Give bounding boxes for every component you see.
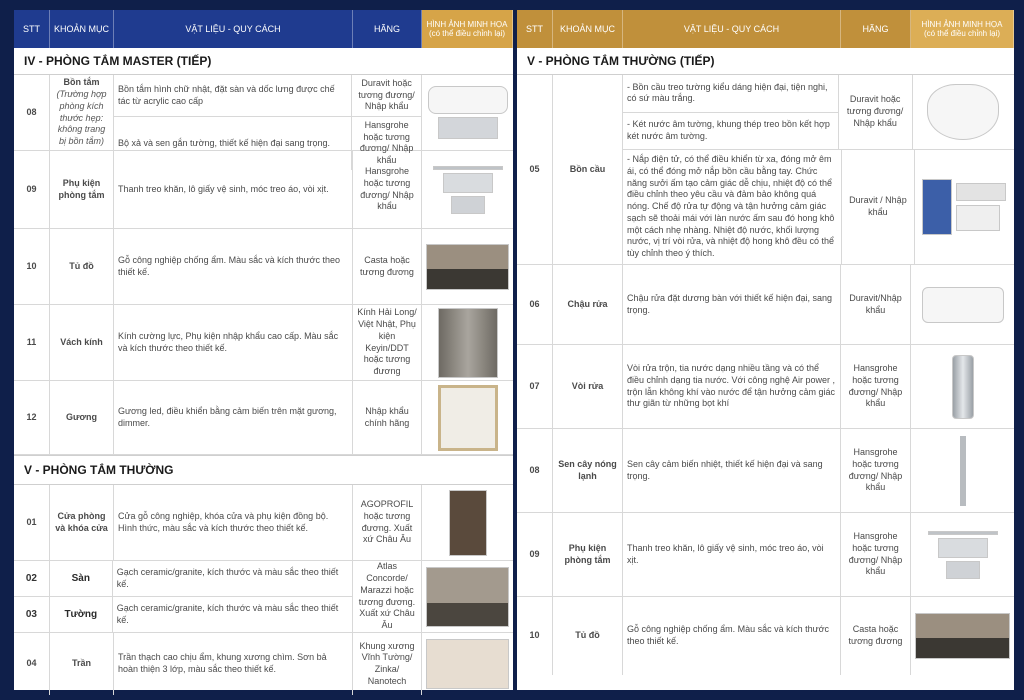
row-item: Tủ đồ [50, 229, 114, 304]
row-item: Phụ kiện phòng tắm [50, 151, 114, 228]
row-brand: Hansgrohe hoặc tương đương/ Nhập khẩu [359, 120, 414, 166]
row-desc: Gạch ceramic/granite, kích thước và màu sắc theo thiết kế. [116, 566, 339, 589]
row-item: Bồn cầu [553, 75, 623, 264]
row-brand: Duravit/Nhập khẩu [841, 265, 911, 344]
row-item: Chậu rửa [553, 265, 623, 344]
table-row [14, 305, 513, 381]
table-row [517, 265, 1014, 345]
row-brand: Casta hoặc tương đương [353, 229, 422, 304]
row-brand: Casta hoặc tương đương [841, 597, 911, 675]
header-hinh-anh-title: HÌNH ẢNH MINH HỌA [426, 19, 508, 29]
row-item: Phụ kiện phòng tắm [553, 513, 623, 596]
left-panel [14, 10, 513, 690]
row-desc: Thanh treo khăn, lô giấy vệ sinh, móc treo áo, vòi xịt. [623, 513, 841, 596]
shower-column-photo [960, 436, 966, 506]
table-row [517, 597, 1014, 675]
table-row [517, 513, 1014, 597]
section-title-master: IV - PHÒNG TẮM MASTER (TIẾP) [14, 48, 513, 75]
row-brand: Hansgrohe hoặc tương đương/ Nhập khẩu [841, 345, 911, 428]
wooden-door-photo [449, 490, 487, 556]
flush-plate-photo [956, 183, 1006, 201]
shower-mixer-image [438, 117, 498, 139]
row-stt: 03 [14, 597, 50, 632]
vanity-photo [426, 244, 509, 290]
row-stt: 04 [14, 633, 50, 695]
row-stt: 10 [517, 597, 553, 675]
header-vat-lieu: VẬT LIỆU - QUY CÁCH [623, 10, 841, 48]
faucet-photo [952, 355, 974, 419]
row-item-note: (Trường hợp phòng kích thước hẹp: không trang bị bồn tắm) [56, 89, 107, 146]
led-mirror-photo [438, 385, 498, 451]
flush-plates [956, 183, 1006, 231]
table-row [517, 345, 1014, 429]
row-stt: 06 [517, 265, 553, 344]
ceiling-image [422, 633, 513, 695]
row-brand: Nhập khẩu chính hãng [353, 381, 422, 454]
row-item: Vòi rửa [553, 345, 623, 428]
cistern-image [915, 150, 1014, 264]
row-stt: 10 [14, 229, 50, 304]
row-item-title: Bồn tắm [63, 77, 100, 88]
header-hinh-anh-title: HÌNH ẢNH MINH HỌA [921, 19, 1003, 29]
shelf-image [938, 538, 988, 558]
toilet-image [913, 75, 1014, 149]
row-desc: Gương led, điều khiển bằng cảm biến trên mặt gương, dimmer. [114, 381, 353, 454]
header-khoan-muc: KHOẢN MỤC [50, 10, 114, 48]
row-brand: AGOPROFIL hoặc tương đương. Xuất xứ Châu Âu [353, 485, 422, 560]
row-stt: 12 [14, 381, 50, 454]
row-brand: Khung xương Vĩnh Tường/ Zinka/ Nanotech [353, 633, 422, 695]
row-desc: Bộ xả và sen gắn tường, thiết kế hiện đại sang trọng. [114, 117, 352, 170]
basin-photo [922, 287, 1004, 323]
row-stt: 07 [517, 345, 553, 428]
cabinet-image [911, 597, 1014, 675]
header-khoan-muc: KHOẢN MỤC [553, 10, 623, 48]
header-hinh-anh [911, 10, 1014, 48]
row-split-top [114, 75, 421, 117]
row-brand: Duravit hoặc tương đương/ Nhập khẩu [358, 78, 415, 112]
table-row [14, 381, 513, 455]
mirror-image [422, 381, 513, 454]
vanity-photo [915, 613, 1010, 659]
row-desc: - Bồn cầu treo tường kiểu dáng hiện đại, tiện nghi, có sứ màu trắng. [623, 75, 838, 113]
row-stt: 09 [517, 513, 553, 596]
faucet-image [911, 345, 1014, 428]
header-stt: STT [14, 10, 50, 48]
header-hang: HÃNG [841, 10, 911, 48]
row-brand: Atlas Concorde/ Marazzi hoặc tương đương. Xuất xứ Châu Âu [353, 561, 422, 632]
row-brand: Kính Hải Long/ Việt Nhật, Phụ kiện Keyin/DDT hoặc tương đương [353, 305, 422, 380]
row-split-top [623, 75, 1014, 149]
shower-glass-photo [438, 308, 498, 378]
table-row [14, 75, 513, 166]
row-desc: - Nắp điện tử, có thể điều khiển từ xa, đóng mở êm ái, có thể đóng mở nắp bồn cầu bằng tay. Chức năng sưởi ấm tạo cảm giác dễ chịu, nhiệt độ có thể điều chỉnh theo yêu cầu và đảm bảo không quá nóng. Chế độ rửa tự động và tận hưởng cảm giác sạch sẽ thoải mái với làn nước ấm sau đó hong khô một cách nhẹ nhàng. Nhiệt độ nước, khối lượng nước, vị trí vòi rửa, và nhiệt độ hong khô đều có thể tùy chỉnh theo ý thích. [623, 150, 842, 264]
door-image [422, 485, 513, 560]
table-header-left [14, 10, 513, 48]
row-brand: Hansgrohe hoặc tương đương/ Nhập khẩu [353, 151, 422, 228]
row-item: Vách kính [50, 305, 114, 380]
row-item: Sàn [50, 561, 113, 596]
row-desc-group [623, 75, 839, 149]
row-desc: Gỗ công nghiệp chống ẩm. Màu sắc và kích thước theo thiết kế. [114, 229, 353, 304]
table-row [14, 229, 513, 305]
row-brand: Duravit / Nhập khẩu [842, 150, 915, 264]
row-item: Tủ đồ [553, 597, 623, 675]
row-brand: Duravit hoặc tương đương/ Nhập khẩu [839, 75, 913, 149]
header-hinh-anh-note: (có thể điều chỉnh lại) [428, 29, 506, 38]
table-row [14, 561, 352, 597]
section-title-regular-cont: V - PHÒNG TẮM THƯỜNG (TIẾP) [517, 48, 1014, 75]
row-split [623, 75, 1014, 264]
row-item: Sen cây nóng lạnh [553, 429, 623, 512]
row-group-left [14, 561, 353, 632]
row-desc: Bồn tắm hình chữ nhật, đặt sàn và dốc lưng được chế tác từ acrylic cao cấp [114, 75, 352, 116]
bathroom-tile-photo [426, 567, 509, 627]
row-item: Cửa phòng và khóa cửa [50, 485, 114, 560]
header-vat-lieu: VẬT LIỆU - QUY CÁCH [114, 10, 353, 48]
row-desc: Chậu rửa đặt dương bàn với thiết kế hiện đại, sang trọng. [623, 265, 841, 344]
row-desc: Vòi rửa trộn, tia nước dạng nhiều tầng và có thể điều chỉnh dạng tia nước. Với công nghệ Air power , trộn lẫn không khí vào nước để tận hưởng cảm giác thư giãn từ những bọt khí [623, 345, 841, 428]
ceiling-photo [426, 639, 509, 689]
row-item: Gương [50, 381, 114, 454]
row-desc: Cửa gỗ công nghiệp, khóa cửa và phụ kiện đồng bộ. Hình thức, màu sắc và kích thước theo thiết kế. [114, 485, 353, 560]
row-desc: Sen cây cảm biến nhiệt, thiết kế hiện đại và sang trọng. [623, 429, 841, 512]
table-row [14, 597, 352, 632]
glass-partition-image [422, 305, 513, 380]
shelf-image [443, 173, 493, 193]
header-stt: STT [517, 10, 553, 48]
row-brand: Hansgrohe hoặc tương đương/ Nhập khẩu [841, 429, 911, 512]
wall-hung-toilet-photo [927, 84, 999, 140]
tile-image [422, 561, 513, 632]
row-stt: 08 [14, 75, 50, 150]
table-row [517, 429, 1014, 513]
row-stt: 11 [14, 305, 50, 380]
table-row [14, 151, 513, 229]
row-split-bottom [623, 149, 1014, 264]
row-desc: Trần thạch cao chịu ẩm, khung xương chìm. Sơn bả hoàn thiện 3 lớp, màu sắc theo thiết kế. [114, 633, 353, 695]
paper-holder-image [451, 196, 485, 214]
row-item: Trần [50, 633, 114, 695]
towel-bar-image [928, 531, 998, 535]
paper-holder-image [946, 561, 980, 579]
row-stt: 09 [14, 151, 50, 228]
header-hang: HÃNG [353, 10, 422, 48]
row-desc: Gỗ công nghiệp chống ẩm. Màu sắc và kích thước theo thiết kế. [623, 597, 841, 675]
row-split [114, 75, 422, 166]
row-stt: 05 [517, 75, 553, 264]
table-row [14, 633, 513, 695]
cabinet-image [422, 229, 513, 304]
table-row [14, 485, 513, 561]
header-hinh-anh [422, 10, 513, 48]
remote-photo [956, 205, 1000, 231]
accessories-image [911, 513, 1014, 596]
bathtub-image [428, 86, 508, 114]
accessories-image [422, 151, 513, 228]
table-row-group [14, 561, 513, 633]
row-brand: Hansgrohe hoặc tương đương/ Nhập khẩu [841, 513, 911, 596]
row-stt: 01 [14, 485, 50, 560]
section-title-regular: V - PHÒNG TẮM THƯỜNG [14, 455, 513, 485]
row-stt: 02 [14, 561, 50, 596]
right-panel [517, 10, 1014, 690]
shower-column-image [911, 429, 1014, 512]
table-header-right [517, 10, 1014, 48]
row-item: Tường [50, 597, 113, 632]
row-desc: Gạch ceramic/granite, kích thước và màu sắc theo thiết kế. [116, 602, 339, 625]
row-item [50, 75, 114, 150]
bathtub-shower-image [422, 75, 513, 150]
basin-image [911, 265, 1014, 344]
row-desc: Thanh treo khăn, lô giấy vệ sinh, móc treo áo, vòi xịt. [114, 151, 353, 228]
table-row [517, 75, 1014, 265]
towel-bar-image [433, 166, 503, 170]
cistern-frame-photo [922, 179, 952, 235]
header-hinh-anh-note: (có thể điều chỉnh lại) [923, 29, 1001, 38]
row-desc: - Két nước âm tường, khung thép treo bồn kết hợp két nước âm tường. [627, 119, 830, 141]
row-stt: 08 [517, 429, 553, 512]
row-desc: Kính cường lực, Phụ kiện nhập khẩu cao cấp. Màu sắc và kích thước theo thiết kế. [114, 305, 353, 380]
